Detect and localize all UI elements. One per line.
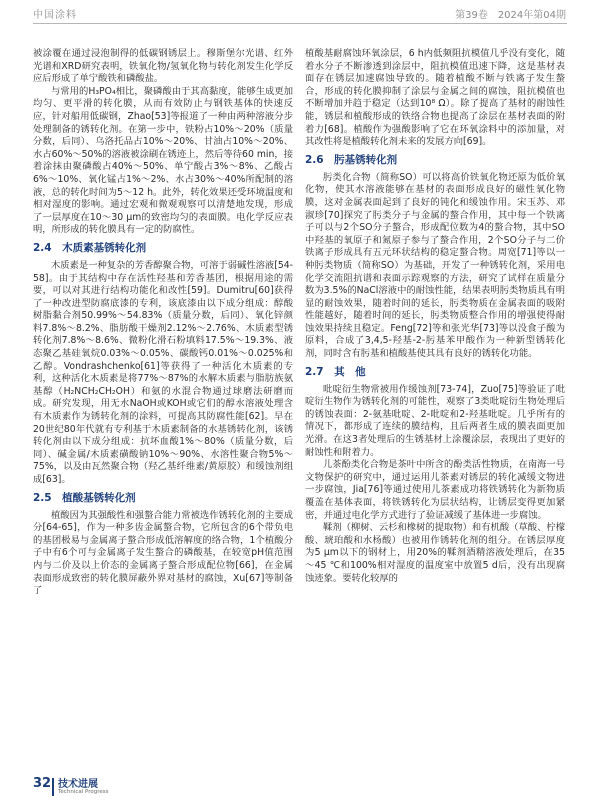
body-paragraph: 儿茶酚类化合物是茶叶中所含的酚类活性物质，在南海一号文物保护的研究中，通过运用儿茶素对锈层的转化减缓文物进一步腐蚀，Jia[76]等通过使用儿茶素成功将铁锈转化为新物质覆盖在基体表面，将铁锈转化为层状结构，让锈层变得更加紧密，并通过电化学方式进行了验证减缓了基体进一步腐蚀。 bbox=[305, 459, 565, 521]
body-paragraph: 鞣剂（柳树、云杉和橡树的提取物）和有机酸（草酸、柠檬酸、琥珀酸和水杨酸）也被用作锈转化剂的组分。在锈层厚度为5 μm以下的钢材上，用20%的鞣剂酒精溶液处理后，在35～45 ℃和100%相对湿度的温度室中放置5 d后，没有出现腐蚀迹象。要转化较厚的 bbox=[305, 522, 565, 584]
section-label-en: Technical Progress bbox=[58, 789, 109, 795]
body-paragraph: 肟类化合物（简称SO）可以将高价铁氧化物还原为低价氧化物，使其水溶液能够在基材的表面形成良好的磁性氧化物膜，这对金属表面起到了良好的钝化和缓蚀作用。宋玉苏、邓淑珍[70]探究了肟类分子与金属的螯合作用，其中每一个铁离子可以与2个SO分子螯合，形成配位数为4的螯合物，其中SO中羟基的氧原子和氮原子参与了螯合作用，2个SO分子与二价铁离子形成具有五元环状结构的稳定螯合物。周宽[71]等以一种肟类物质（简称SO）为基础，开发了一种锈转化剂，采用电化学交流阻抗谱和表面示踪观察的方法，研究了试样在质量分数为3.5%的NaCl溶液中的耐蚀性能，结果表明肟类物质具有明显的耐蚀效果，随着时间的延长，肟类物质在金属表面的吸附性能越好，随着时间的延长，肟类物质整合作用的增强使得耐蚀效果持续且稳定。Feng[72]等和张光华[73]等以没食子酸为原料，合成了3,4,5-羟基-2-肟基苯甲酸作为一种新型锈转化剂，同时含有肟基和植酸基使其具有良好的锈转化功能。 bbox=[305, 171, 565, 360]
body-paragraph: 植酸因为其强酸性和强螯合能力常被选作锈转化剂的主要成分[64-65]，作为一种多齿金属螯合物，它所包含的6个带负电的基团极易与金属离子螯合形成低溶解度的络合物，1个植酸分子中有6个可与金属离子发生螯合的磷酸基，在较宽pH值范围内与二价及以上价态的金属离子螯合形成配位物[66]，在金属表面形成致密的转化膜屏蔽外界对基材的腐蚀，Xu[67]等制备了 bbox=[33, 509, 293, 597]
issue-info: 第39卷 2024年第04期 bbox=[455, 10, 566, 21]
section-label: 技术进展 bbox=[58, 779, 98, 790]
page-number: 32 bbox=[33, 776, 52, 791]
header-divider bbox=[33, 23, 567, 24]
right-column bbox=[305, 48, 565, 585]
section-heading: 2.4 木质素基锈转化剂 bbox=[33, 241, 147, 254]
journal-title: 中国涂料 bbox=[33, 10, 77, 21]
footer-divider bbox=[52, 778, 54, 796]
body-paragraph: 吡啶衍生物常被用作缓蚀剂[73-74]，Zuo[75]等验证了吡啶衍生物作为锈转化剂的可能性，观察了3类吡啶衍生物处理后的锈蚀表面：2-氨基吡啶、2-吡啶和2-羟基吡啶。几乎所有的情况下，都形成了连续的膜结构，且后两者生成的膜表面更加光滑。在这3者处理后的生锈基材上涂覆涂层，表现出了更好的耐蚀性和附着力。 bbox=[305, 383, 565, 458]
section-heading: 2.5 植酸基锈转化剂 bbox=[33, 491, 136, 504]
section-heading: 2.7 其 他 bbox=[305, 365, 366, 378]
left-column bbox=[33, 48, 293, 598]
body-paragraph: 木质素是一种复杂的芳香醇聚合物，可溶于弱碱性溶液[54-58]。由于其结构中存在活性羟基和芳香基团，根据用途的需要，可以对其进行结构功能化和改性[59]。Dumitru[60]获得了一种改进型防腐底漆的专利，该底漆由以下成分组成：醇酸树脂黏合剂50.99%～54.83%（质量分数，后同）、氧化锌颜料7.8%～8.2%、脂肪酸干燥剂2.12%～2.76%、木质素型锈转化剂7.8%～8.6%、微粉化滑石粉填料17.5%～19.3%、液态聚乙基硅氧烷0.03%～0.05%、碳酸钙0.01%～0.025%和乙醇。Vondrashchenko[61]等获得了一种活化木质素的专利，这种活化木质素是将77%～87%的水解木质素与脂肪族氨基醇（H₂NCH₂CH₂OH）和氨的水混合物通过球磨法研磨而成。研究发现，用无水NaOH或KOH或它们的醇水溶液处理含有木质素作为锈转化剂的涂料，可提高其防腐性能[62]。早在20世纪80年代就有专利基于木质素制备的水基锈转化剂，该锈转化剂由以下成分组成：抗坏血酸1%～80%（质量分数，后同）、碱金属/木质素磺酸钠10%～90%、水溶性聚合物5%～75%，以及由瓦然聚合物（羟乙基纤维素/黄原胶）和缓蚀剂组成[63]。 bbox=[33, 259, 293, 485]
body-paragraph: 与常用的H₃PO₄相比，聚磷酸由于其高黏度，能够生成更加均匀、更平滑的转化膜，从而有效防止与钢铁基体的快速反应，针对船用低碳钢，Zhao[53]等报道了一种由两种溶液分步处理制备的锈转化剂。在第一步中，铁粉占10%～20%（质量分数，后同）、乌洛托品占10%～20%、甘油占10%～20%、水占60%～50%的溶液被涂刷在锈迹上，然后等待60 min，接着涂抹由聚磷酸占40%～50%、单宁酸占3%～8%、乙酸占6%～10%、氧化锰占1%～2%、水占30%～40%所配制的溶液，总的转化时间为5～12 h。此外，转化效果还受环境温度和相对湿度的影响。通过宏观和微观观察可以清楚地发现，形成了一层厚度在10～30 μm的致密均匀的表面膜。电化学反应表明，所形成的转化膜具有一定的防腐性。 bbox=[33, 85, 293, 236]
section-heading: 2.6 肟基锈转化剂 bbox=[305, 153, 398, 166]
body-paragraph: 植酸基耐腐蚀环氧涂层，6 h内低频阻抗模值几乎没有变化，随着水分子不断渗透到涂层中，阻抗模值迅速下降，这是基材表面存在锈层加速腐蚀导致的。随着植酸不断与铁离子发生螯合，形成的转化膜抑制了涂层与金属之间的腐蚀，阻抗模值也不断增加并趋于稳定（达到10⁸ Ω）。除了提高了基材的耐蚀性能，锈层和植酸形成的铁络合物也提高了涂层在基材表面的附着力[68]。植酸作为强酸影响了它在环氧涂料中的添加量，对其改性将是植酸转化剂未来的发展方向[69]。 bbox=[305, 48, 565, 148]
body-paragraph: 被涂覆在通过浸泡制得的低碳钢锈层上。穆斯堡尔光谱、红外光谱和XRD研究表明，铁氧化物/氢氧化物与转化剂发生化学反应后形成了单宁酸铁和磷酸盐。 bbox=[33, 48, 293, 85]
